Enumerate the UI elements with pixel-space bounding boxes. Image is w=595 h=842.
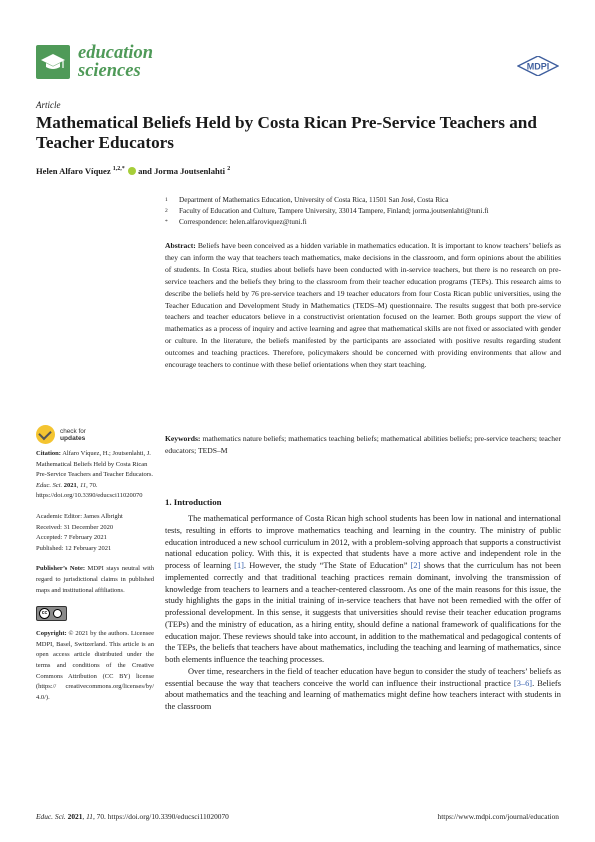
affiliation-number: * (165, 219, 168, 225)
paragraph (165, 666, 561, 713)
journal-name-line1: education (78, 43, 154, 63)
body-text (165, 513, 561, 713)
cc-icon: cc (39, 608, 50, 619)
sidebar (36, 449, 154, 713)
article-type: Article (36, 100, 61, 110)
keywords-text: mathematics nature beliefs; mathematics teaching beliefs; mathematical abilities beliefs; pre-service teachers; teacher educators; TEDS–M (165, 434, 561, 455)
citation-link[interactable]: [1] (234, 561, 244, 570)
article-title: Mathematical Beliefs Held by Costa Rican Pre-Service Teachers and Teacher Educators (36, 113, 537, 152)
footer-volume: 11 (86, 812, 93, 821)
paragraph-text: . However, the study “The State of Education” (243, 561, 411, 570)
author-name[interactable]: Jorma Joutsenlahti (154, 166, 226, 176)
citation-label: Citation: (36, 450, 61, 457)
affiliation-text: Department of Mathematics Education, University of Costa Rica, 11501 San José, Costa Rica (179, 196, 449, 204)
abstract (165, 240, 561, 371)
received-date: Received: 31 December 2020 (36, 523, 114, 531)
orcid-icon[interactable] (128, 167, 136, 175)
abstract-label: Abstract: (165, 241, 196, 250)
paragraph (165, 513, 561, 666)
affiliations (165, 195, 489, 228)
copyright-block (36, 629, 154, 703)
paragraph-text: Over time, researchers in the field of teacher education have begun to consider the study of teachers’ beliefs as essential because the way that teachers conceive the world can influence their instructional practice (165, 666, 561, 688)
citation-year: 2021 (63, 481, 77, 489)
citation-volume: 11 (80, 481, 87, 489)
footer-journal: Educ. Sci. (36, 812, 66, 821)
affiliation-item (165, 195, 489, 206)
keywords-label: Keywords: (165, 434, 201, 443)
affiliation-item (165, 217, 489, 228)
author-list (36, 166, 230, 176)
footer-citation: Educ. Sci. 2021, 11, 70. https://doi.org/10.3390/educsci11020070 (36, 812, 229, 821)
journal-name (78, 44, 153, 80)
journal-name-line2: sciences (78, 61, 141, 81)
dates-block (36, 512, 154, 554)
affiliation-number: 1 (165, 197, 168, 203)
mdpi-logo (517, 56, 559, 76)
author-name[interactable]: Helen Alfaro Víquez (36, 166, 111, 176)
publisher-note-text: MDPI stays neutral with regard to jurisdictional claims in published maps and institutional affiliations. (36, 565, 155, 594)
footer-journal-url[interactable]: https://www.mdpi.com/journal/education (437, 812, 559, 821)
check-updates-line2: updates (60, 434, 86, 442)
paragraph-text: The mathematical performance of Costa Rican high school students has been low in national and international tests, resulting in efforts to improve mathematics teaching and learning in the country. The ministry of public education introduced a new school curriculum in 2012, with a problem-solving approach that supports a constructivist national education policy. With this, it is expected that students have a more active and independent role in the process of learning (165, 514, 561, 570)
footer-year: 2021 (67, 812, 83, 821)
cc-by-license-icon[interactable] (36, 606, 67, 621)
paragraph-text: shows that the curriculum has not been implemented correctly and that traditional teaching practices remain dominant, involving the transmission of knowledge from teachers to learners and a teacher-centered classroom. As one of the main reasons for this issue, the study highlights the gaps in the initial training of in-service teachers that have not been remedied with the offer of professional development. In this sense, it suggests that universities should revise their teacher education programs (TEPs) and the ministry of education, as a hiring entity, should define a national framework of qualifications for the education major. These reviews should take into account, in addition to the mathematical and pedagogical contents of the TEPs, the beliefs that teachers have about mathematics, including the teaching and learning of mathematics, since both elements influence the teaching processes. (165, 561, 561, 664)
publisher-note (36, 564, 154, 596)
author-affil-sup: 2 (227, 166, 231, 173)
by-icon (53, 609, 62, 618)
affiliation-text: Faculty of Education and Culture, Tampere University, 33014 Tampere, Finland; jorma.joutsenlahti@tuni.fi (179, 207, 489, 215)
published-date: Published: 12 February 2021 (36, 544, 112, 552)
author-separator: and (138, 166, 152, 176)
author-affil-sup: 1,2,* (112, 166, 125, 173)
copyright-text: © 2021 by the authors. Licensee MDPI, Basel, Switzerland. This article is an open access article distributed under the terms and conditions of the Creative Commons Attribution (CC BY) license (https:// creativecommons.org/licenses/by/ 4.0/). (36, 630, 154, 701)
section-heading: 1. Introduction (165, 497, 222, 507)
keywords (165, 433, 561, 457)
check-updates-icon (36, 425, 55, 444)
check-updates-label (60, 428, 86, 442)
citation-text: Alfaro Víquez, H.; Joutsenlahti, J. Mathematical Beliefs Held by Costa Rican Pre-Service Teachers and Teacher Educators. (36, 450, 154, 479)
publisher-note-label: Publisher’s Note: (36, 565, 85, 573)
accepted-date: Accepted: 7 February 2021 (36, 534, 107, 542)
footer-doi-link[interactable]: , 70. https://doi.org/10.3390/educsci11020070 (92, 812, 229, 821)
citation-link[interactable]: [2] (410, 561, 421, 570)
paragraph-text: . Beliefs about mathematics and the teaching and learning of mathematics might define how teachers interact with students in the classroom (165, 678, 561, 711)
citation-journal: Educ. Sci. (36, 481, 63, 489)
copyright-label: Copyright: (36, 630, 67, 638)
academic-editor: Academic Editor: James Albright (36, 512, 123, 520)
abstract-text: Beliefs have been conceived as a hidden variable in mathematics education. It is important to know teachers’ beliefs as they can inform the way that teachers teach mathematics, make decisions in the classroom, and form opinions about the abilities of students. In Costa Rica, studies about beliefs have been conducted with in-service teachers, but there is no research on pre-service teachers and the beliefs they bring to the classroom from their teacher education programs (TEPs). This research aims to describe the beliefs held by 76 pre-service teachers and 19 teacher educators from four Costa Rican public universities, using the Teacher Education and Development Study in Mathematics (TEDS–M) questionnaire. The results suggest that both pre-service teachers and teacher educators believe in a constructivist orientation focused on the learner. Both groups support the view of mathematics as a process of inquiry and active learning and agree that mathematical skills are not fixed or associated with gender or culture. In the literature, the beliefs manifested by the participants are associated with positive results regarding student outcomes and teaching practices. Therefore, policymakers should be concerned with providing environments that allow and encourage teachers to continue with these belief orientations when they start teaching. (165, 241, 562, 370)
affiliation-item (165, 206, 489, 217)
correspondence-text: Correspondence: helen.alfaroviquez@tuni.fi (179, 218, 307, 226)
graduation-cap-icon (36, 45, 70, 79)
citation-doi[interactable]: , 70. https://doi.org/10.3390/educsci11020070 (36, 481, 143, 500)
journal-logo (36, 44, 153, 80)
check-for-updates-button[interactable] (36, 425, 86, 444)
citation-link[interactable]: [3–6] (513, 678, 533, 688)
mdpi-logo-text: MDPI (526, 61, 550, 72)
affiliation-number: 2 (165, 208, 168, 214)
citation-block: Citation: Alfaro Víquez, H.; Joutsenlahti, J. Mathematical Beliefs Held by Costa Rican Pre-Service Teachers and Teacher Educators. Educ. Sci. 2021, 11, 70. https://doi.org/10.3390/educsci11020070 (36, 450, 154, 500)
check-updates-line1: check for (60, 427, 86, 435)
